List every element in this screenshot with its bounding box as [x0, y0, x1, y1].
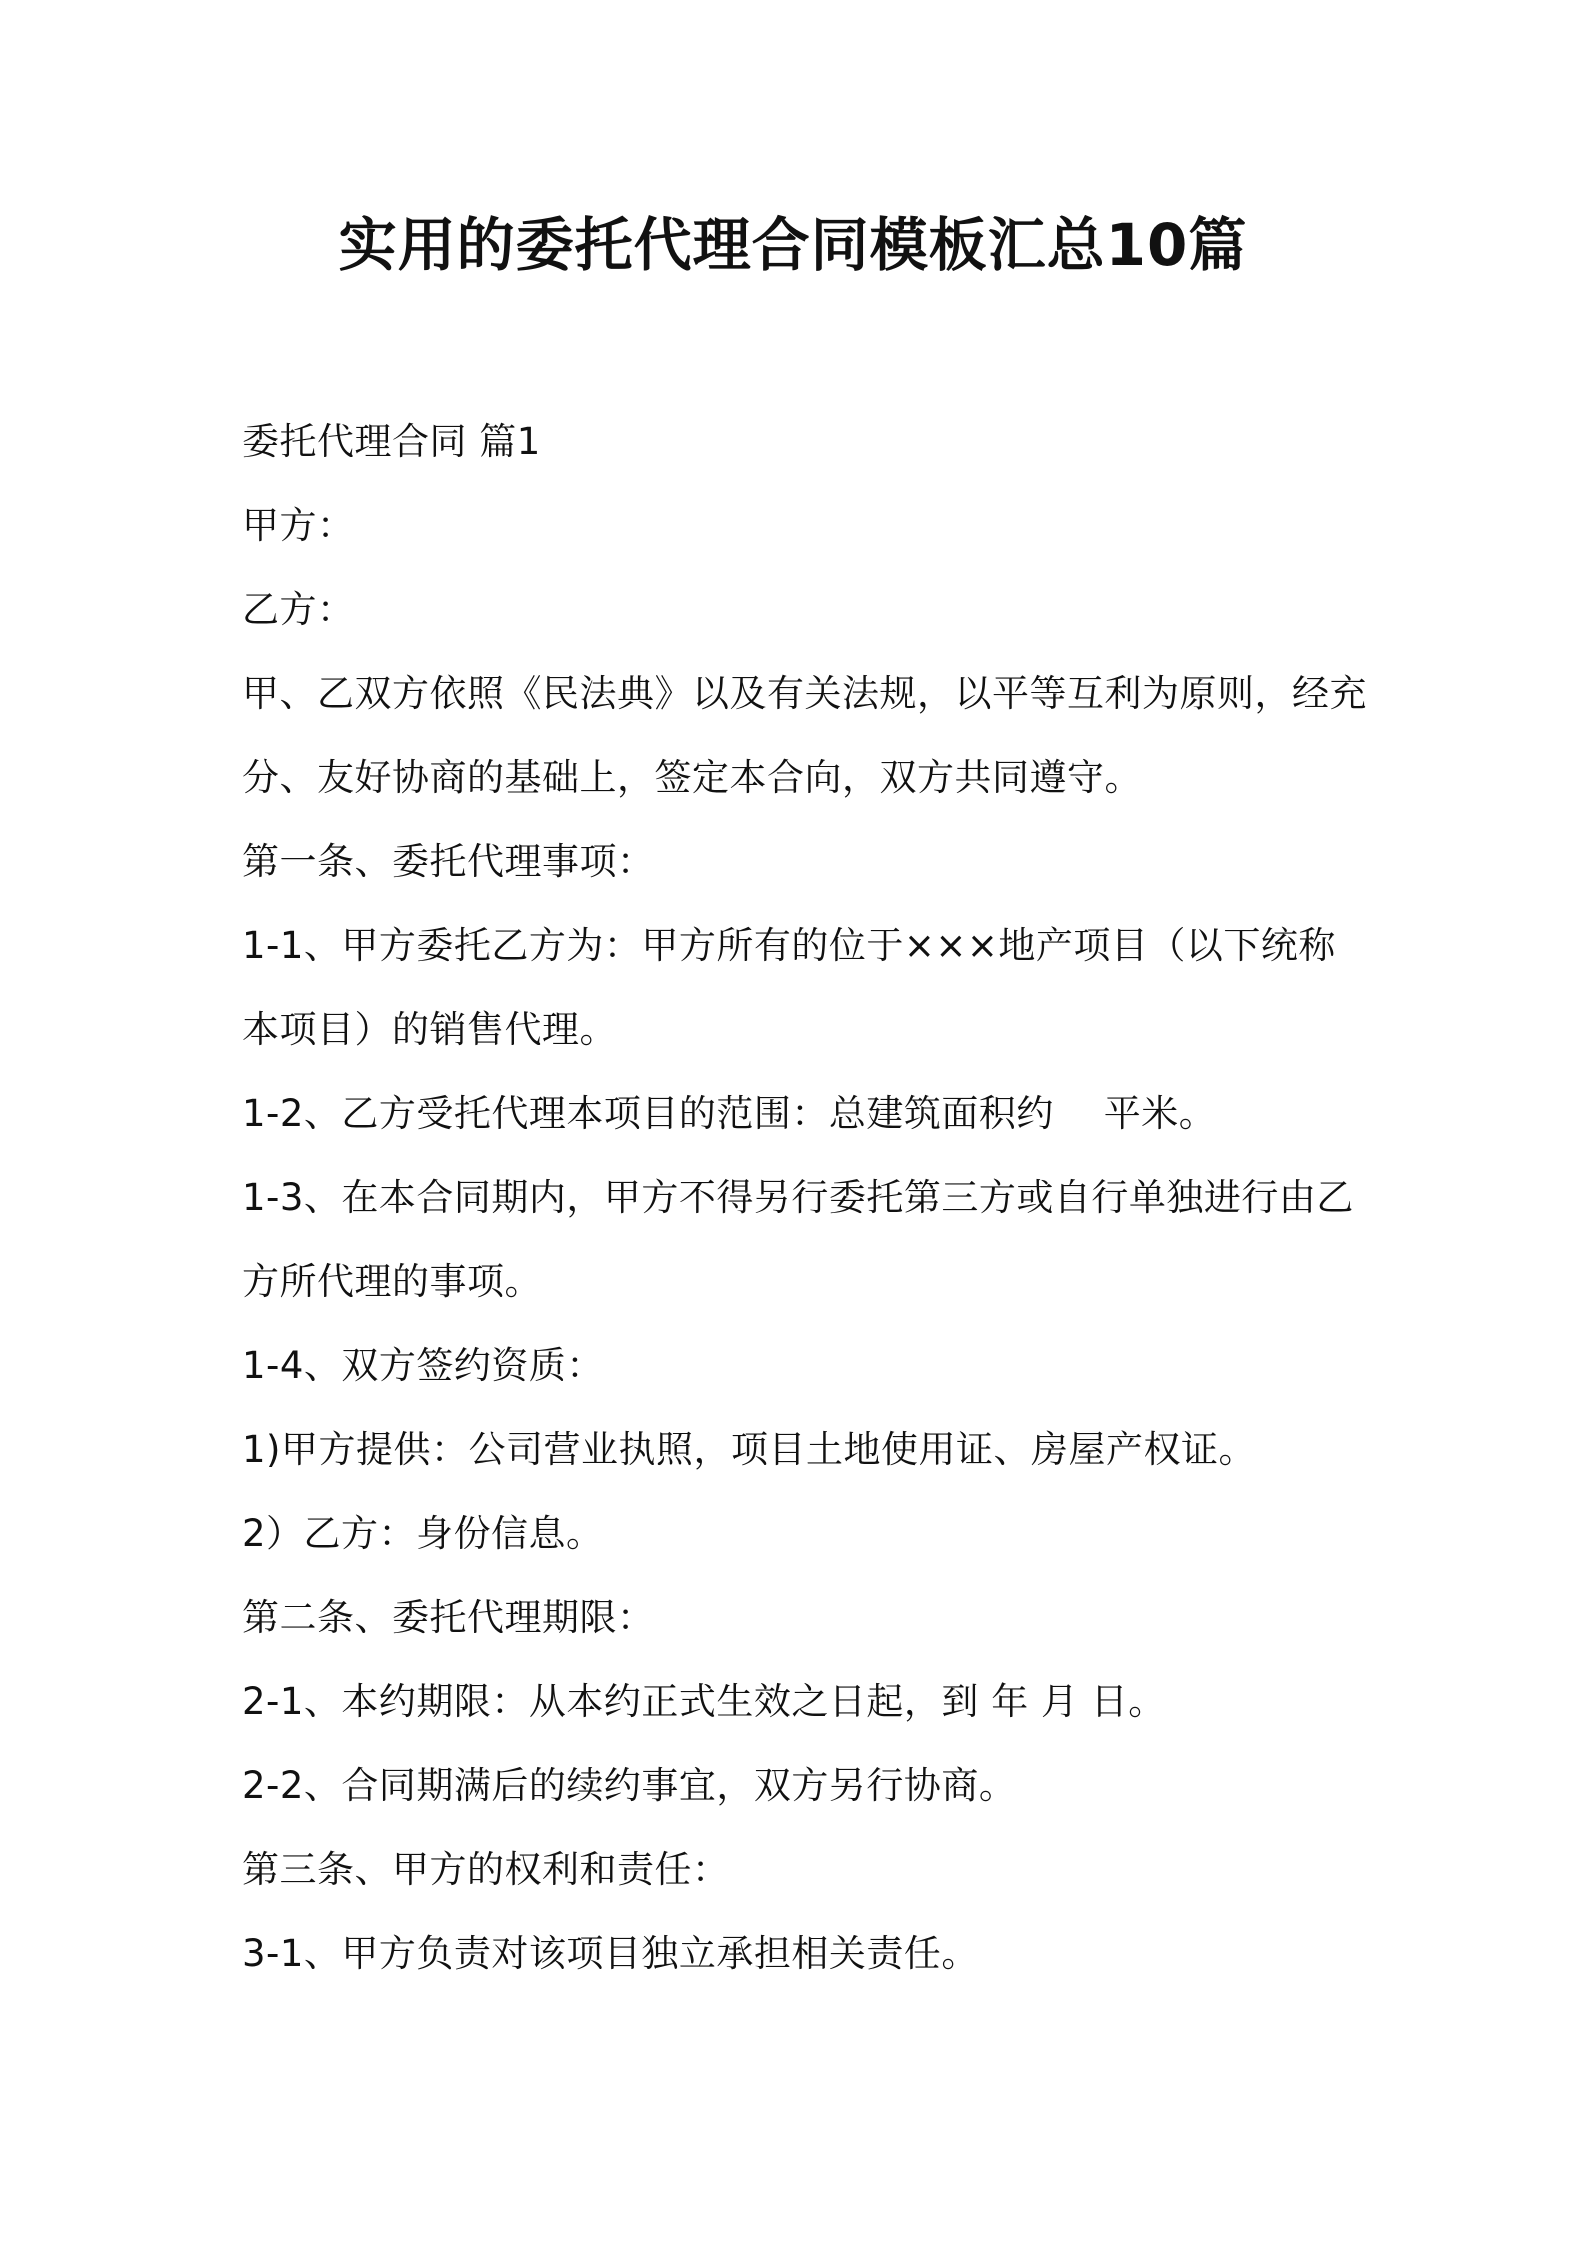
clause-line: 2）乙方：身份信息。 [242, 1512, 604, 1555]
document-body [242, 400, 1367, 1996]
clause-line: 2-2、合同期满后的续约事宜，双方另行协商。 [242, 1764, 1017, 1807]
clause-line: 方所代理的事项。 [242, 1260, 542, 1303]
document-title: 实用的委托代理合同模板汇总10篇 [338, 211, 1248, 279]
clause-line: 1-2、乙方受托代理本项目的范围：总建筑面积约 平米。 [242, 1092, 1217, 1135]
clause-line: 1)甲方提供：公司营业执照，项目土地使用证、房屋产权证。 [242, 1428, 1256, 1471]
clause-line: 3-1、甲方负责对该项目独立承担相关责任。 [242, 1932, 979, 1975]
party-a-line: 甲方： [242, 504, 355, 547]
clause-line: 2-1、本约期限：从本约正式生效之日起，到 年 月 日。 [242, 1680, 1166, 1723]
clause-line: 1-4、双方签约资质： [242, 1344, 604, 1387]
article-heading: 第三条、甲方的权利和责任： [242, 1848, 730, 1891]
party-b-line: 乙方： [242, 588, 355, 631]
clause-line: 1-3、在本合同期内，甲方不得另行委托第三方或自行单独进行由乙 [242, 1176, 1354, 1219]
paragraph-line: 甲、乙双方依照《民法典》以及有关法规，以平等互利为原则，经充 [242, 672, 1367, 715]
article-heading: 第一条、委托代理事项： [242, 840, 655, 883]
clause-line: 本项目）的销售代理。 [242, 1008, 617, 1051]
paragraph-line: 分、友好协商的基础上，签定本合向，双方共同遵守。 [242, 756, 1142, 799]
clause-line: 1-1、甲方委托乙方为：甲方所有的位于×××地产项目（以下统称 [242, 924, 1336, 967]
article-heading: 第二条、委托代理期限： [242, 1596, 655, 1639]
section-heading: 委托代理合同 篇1 [242, 420, 541, 463]
